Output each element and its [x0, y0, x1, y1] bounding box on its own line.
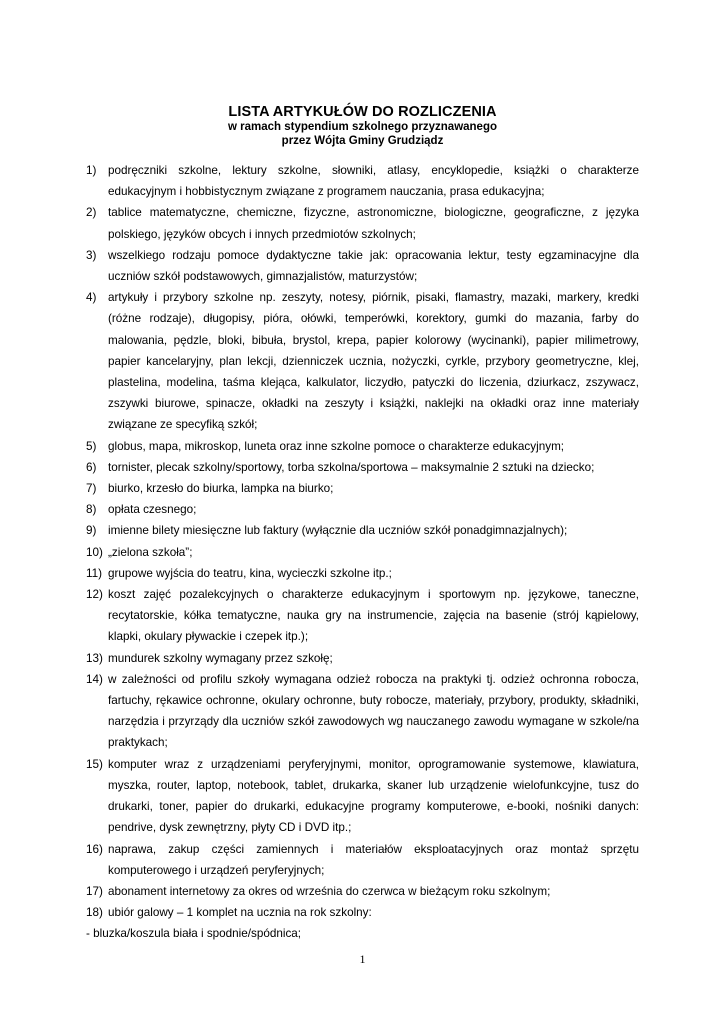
list-item-number: 18)	[86, 906, 103, 920]
list-item-number: 14)	[86, 672, 103, 686]
list-item-text: tornister, plecak szkolny/sportowy, torba szkolna/sportowa – maksymalnie 2 sztuki na dziecko;	[108, 460, 595, 474]
articles-list	[86, 160, 639, 945]
list-item-number: 17)	[86, 884, 103, 898]
list-item-text: mundurek szkolny wymagany przez szkołę;	[108, 651, 333, 665]
list-item-text: tablice matematyczne, chemiczne, fizyczne, astronomiczne, biologiczne, geograficzne, z języka polskiego, języków obcych i innych przedmiotów szkolnych;	[108, 206, 639, 241]
list-item	[86, 839, 639, 881]
list-item-text: imienne bilety miesięczne lub faktury (wyłącznie dla uczniów szkół ponadgimnazjalnych);	[108, 524, 568, 538]
list-item	[86, 160, 639, 202]
list-item-text: wszelkiego rodzaju pomoce dydaktyczne takie jak: opracowania lektur, testy egzaminacyjne dla uczniów szkół podstawowych, gimnazjalistów, maturzystów;	[108, 248, 639, 284]
list-item-number: 5)	[86, 439, 97, 453]
list-item-number: 16)	[86, 842, 103, 856]
list-item-number: 10)	[86, 545, 103, 559]
list-item-text: artykuły i przybory szkolne np. zeszyty, notesy, piórnik, pisaki, flamastry, mazaki, markery, kredki (różne rodzaje), długopisy, pióra, ołówki, temperówki, korektory, gumki do mazania, farby do malowania, pędzle, bloki, bibuła, brystol, krepa, papier kolorowy (wycinanki), papier milimetrowy, papier kancelaryjny, plan lekcji, dzienniczek ucznia, nożyczki, cyrkle, przybory geometryczne, klej, plastelina, modelina, taśma klejąca, kalkulator, liczydło, patyczki do liczenia, dziurkacz, zszywacz, zszywki biurowe, spinacze, okładki na zeszyty i książki, naklejki na okładki oraz inne materiały związane ze specyfiką szkół;	[108, 291, 639, 432]
list-item	[86, 287, 639, 435]
list-item	[86, 202, 639, 244]
list-item	[86, 499, 639, 520]
page-number: 1	[359, 952, 366, 966]
list-item-text: w zależności od profilu szkoły wymagana odzież robocza na praktyki tj. odzież ochronna robocza, fartuchy, rękawice ochronne, okulary ochronne, buty robocze, materiały, przybory, produkty, składniki, narzędzia i przyrządy dla uczniów szkół zawodowych wg nauczanego zawodu wymagane w szkole/na praktykach;	[108, 672, 639, 750]
list-item-text: komputer wraz z urządzeniami peryferyjnymi, monitor, oprogramowanie systemowe, klawiatura, myszka, router, laptop, notebook, tablet, drukarka, skaner lub urządzenie wielofunkcyjne, tusz do drukarki, toner, papier do drukarki, edukacyjne programy komputerowe, e-booki, nośniki danych: pendrive, dysk zewnętrzny, płyty CD i DVD itp.;	[108, 757, 639, 835]
list-item-number: 11)	[86, 566, 103, 580]
list-item	[86, 520, 639, 541]
list-item-number: 4)	[86, 291, 97, 305]
list-item-text: biurko, krzesło do biurka, lampka na biurko;	[108, 482, 334, 496]
list-item	[86, 563, 639, 584]
list-item	[86, 648, 639, 669]
list-item-text: globus, mapa, mikroskop, luneta oraz inne szkolne pomoce o charakterze edukacyjnym;	[108, 439, 565, 453]
list-item-text: ubiór galowy – 1 komplet na ucznia na rok szkolny:	[108, 906, 372, 920]
list-item-number: 2)	[86, 206, 97, 220]
list-item-number: 8)	[86, 503, 97, 517]
list-item-text: abonament internetowy za okres od września do czerwca w bieżącym roku szkolnym;	[108, 884, 551, 898]
document-subtitle-line1: w ramach stypendium szkolnego przyznawanego	[227, 121, 498, 133]
list-item-text: opłata czesnego;	[108, 503, 197, 517]
document-header	[0, 104, 725, 148]
list-item	[86, 457, 639, 478]
list-item	[86, 478, 639, 499]
list-item	[86, 881, 639, 902]
list-item-text: „zielona szkoła”;	[108, 545, 193, 559]
list-item-text: podręczniki szkolne, lektury szkolne, słowniki, atlasy, encyklopedie, książki o charakterze edukacyjnym i hobbistycznym związane z programem nauczania, prasa edukacyjna;	[108, 164, 639, 199]
document-subtitle-line2: przez Wójta Gminy Grudziądz	[281, 134, 444, 147]
list-item	[86, 245, 639, 287]
list-sub-item: - bluzka/koszula biała i spodnie/spódnica;	[86, 927, 302, 941]
list-item	[86, 669, 639, 754]
list-item	[86, 754, 639, 839]
list-item	[86, 902, 639, 923]
list-item-number: 3)	[86, 248, 97, 262]
list-item-number: 12)	[86, 588, 103, 602]
list-item	[86, 436, 639, 457]
list-item-number: 6)	[86, 460, 97, 474]
list-item-number: 1)	[86, 164, 97, 177]
document-title: LISTA ARTYKUŁÓW DO ROZLICZENIA	[228, 104, 497, 120]
list-item	[86, 542, 639, 563]
list-item-text: koszt zajęć pozalekcyjnych o charakterze edukacyjnym i sportowym np. językowe, taneczne, recytatorskie, kółka tematyczne, nauka gry na instrumencie, zajęcia na basenie (strój kąpielowy, klapki, okulary pływackie i czepek itp.);	[108, 588, 639, 644]
list-item	[86, 584, 639, 648]
list-item-text: grupowe wyjścia do teatru, kina, wycieczki szkolne itp.;	[108, 566, 392, 580]
list-item-number: 15)	[86, 757, 103, 771]
list-item-text: naprawa, zakup części zamiennych i materiałów eksploatacyjnych oraz montaż sprzętu komputerowego i urządzeń peryferyjnych;	[108, 842, 639, 877]
list-item-number: 7)	[86, 482, 97, 496]
list-item-number: 9)	[86, 524, 97, 538]
list-item-number: 13)	[86, 651, 103, 665]
